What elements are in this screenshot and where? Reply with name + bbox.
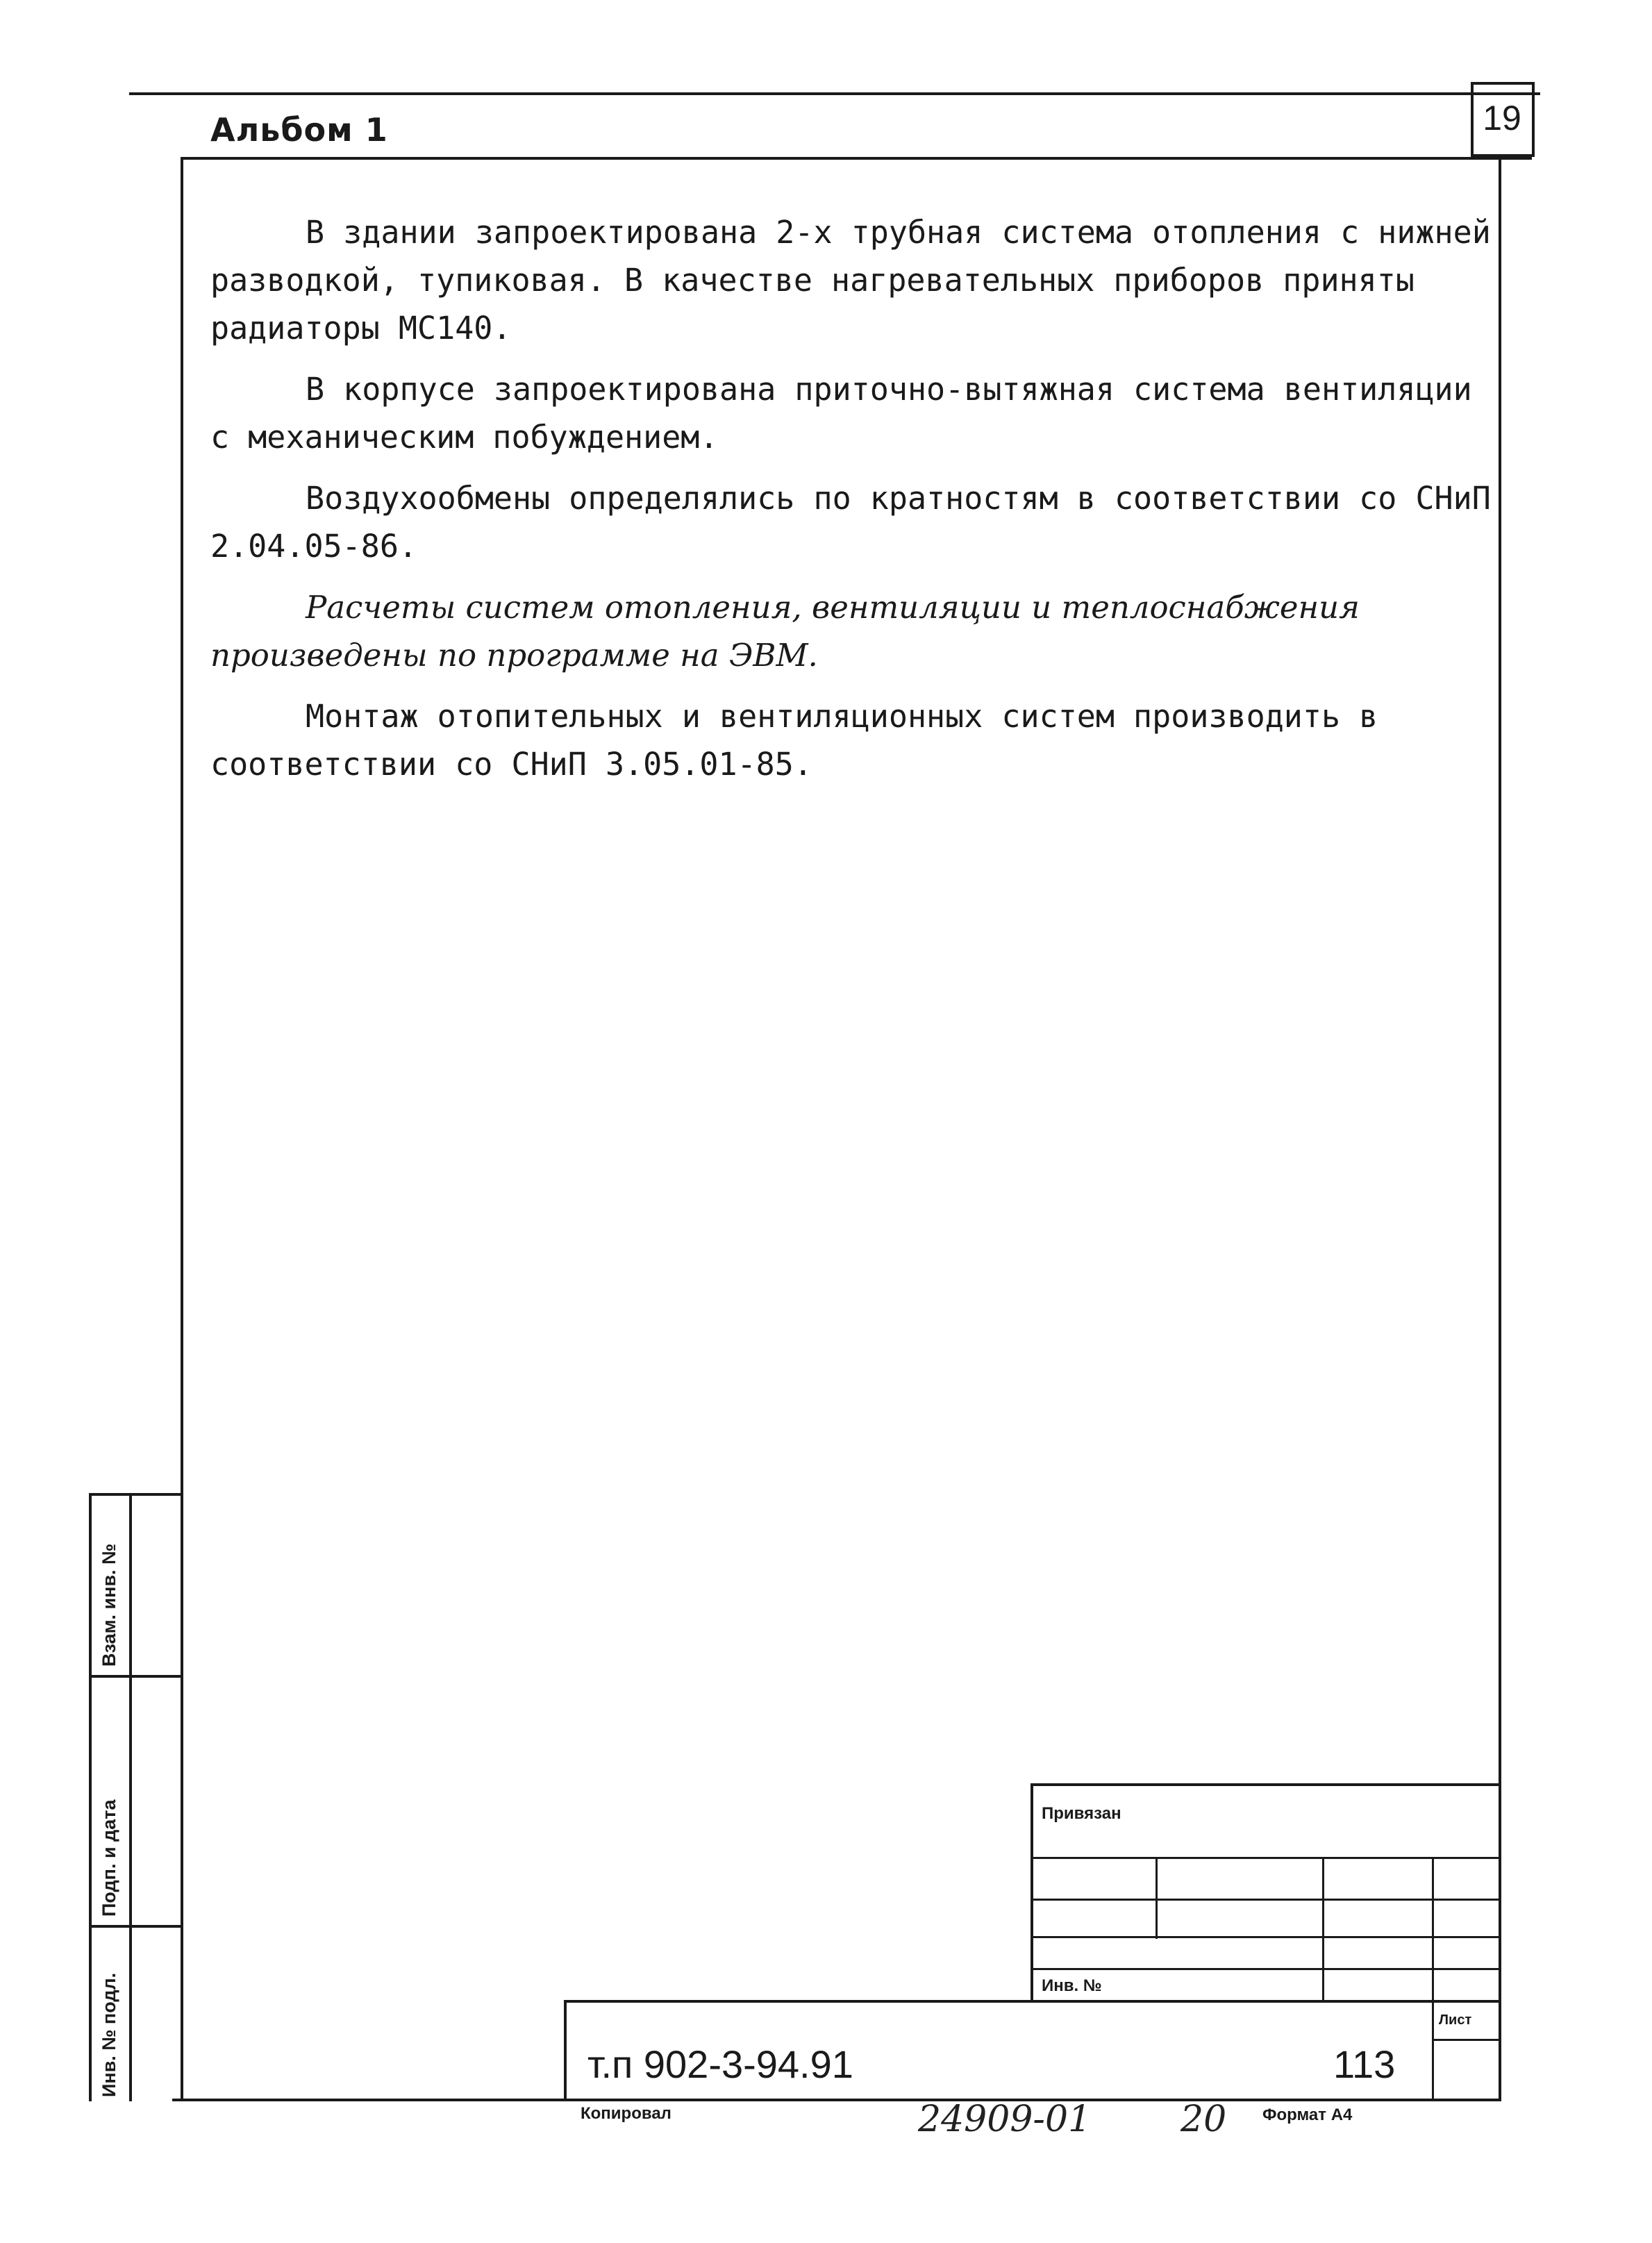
vzam-inv-label: Взам. инв. № [99, 1543, 119, 1667]
paragraph-4: Расчеты систем отопления, вентиляции и теплоснабжения произведены по программе на ЭВМ. [210, 589, 1360, 674]
side-col-left [89, 1493, 92, 2101]
podp-data-label: Подп. и дата [99, 1799, 119, 1917]
title-block-top [564, 2000, 1501, 2003]
stamp-col1 [1155, 1857, 1158, 1939]
inv-podl-label: Инв. № подл. [99, 1972, 119, 2097]
stamp-row4 [1031, 1968, 1501, 1970]
list-cell-divider [1432, 2039, 1501, 2041]
inv-no-label: Инв. № [1042, 1976, 1102, 1995]
stamp-upper-top [1031, 1783, 1501, 1786]
paragraph-3: Воздухообмены определялись по кратностям в соответствии со СНиП 2.04.05-86. [210, 480, 1491, 565]
body-text [210, 208, 1502, 801]
stamp-row2 [1031, 1899, 1501, 1901]
order-number: 24909-01 [918, 2099, 1092, 2140]
side-col-top [89, 1493, 182, 1496]
stamp-row1 [1031, 1857, 1501, 1859]
album-label: Альбом 1 [210, 111, 388, 149]
side-col-div1 [89, 1675, 182, 1678]
sheet-number: 19 [1483, 99, 1521, 137]
doc-code: т.п 902-3-94.91 [587, 2042, 853, 2086]
frame-top [181, 157, 1532, 160]
paragraph-1: В здании запроектирована 2-х трубная система отопления с нижней разводкой, тупиковая. В качестве нагревательных приборов приняты радиаторы МС140. [210, 214, 1491, 347]
stamp-col2 [1322, 1857, 1324, 2001]
side-col-div2 [89, 1925, 182, 1928]
paragraph-5: Монтаж отопительных и вентиляционных систем производить в соответствии со СНиП 3.05.01-85. [210, 698, 1378, 783]
frame-left [181, 157, 183, 2101]
copy-number: 20 [1180, 2099, 1227, 2140]
kopiroval-label: Копировал [581, 2104, 671, 2123]
stamp-row3 [1031, 1936, 1501, 1938]
sheet-113: 113 [1333, 2042, 1396, 2086]
format-label: Формат А4 [1262, 2106, 1353, 2124]
top-rule [129, 92, 1540, 95]
title-block-left [564, 2000, 567, 2101]
list-label: Лист [1439, 2012, 1472, 2028]
paragraph-2: В корпусе запроектирована приточно-вытяжная система вентиляции с механическим побуждением. [210, 371, 1472, 456]
stamp-col3 [1432, 1857, 1434, 2100]
frame-bottom [172, 2099, 1501, 2101]
side-col-mid [129, 1493, 132, 2101]
privyazan-label: Привязан [1042, 1804, 1121, 1823]
